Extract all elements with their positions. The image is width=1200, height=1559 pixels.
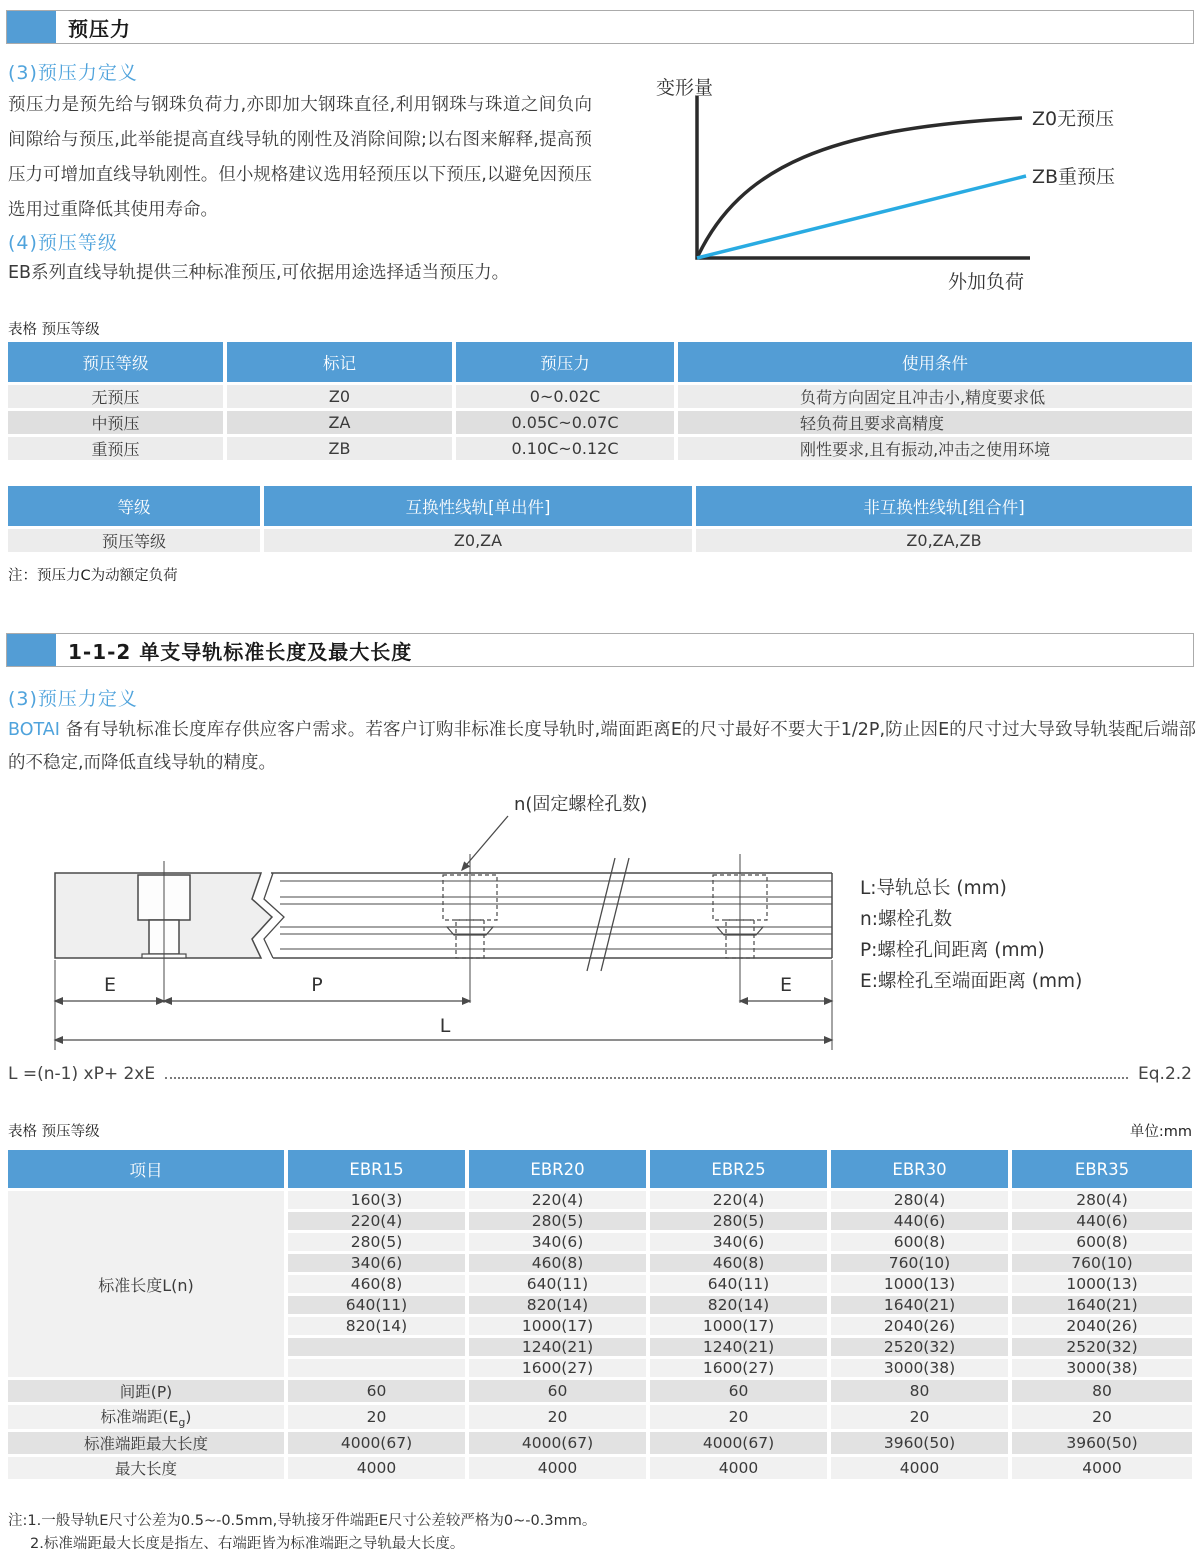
- column-header: EBR20: [469, 1150, 650, 1188]
- table-cell: 1000(13): [831, 1272, 1012, 1293]
- table-cell: 600(8): [1012, 1230, 1192, 1251]
- table-cell: 1640(21): [831, 1293, 1012, 1314]
- paragraph-preload-definition: 预压力是预先给与钢珠负荷力,亦即加大钢珠直径,利用钢珠与珠道之间负向间隙给与预压,此举能提高直线导轨的刚性及消除间隙;以右图来解释,提高预压力可增加直线导轨刚性。但小规格建议选用轻预压以下预压,以避免因预压选用过重降低其使用寿命。: [8, 95, 592, 220]
- table-cell: 280(5): [288, 1230, 469, 1251]
- dim-label-e-left: E: [103, 974, 117, 996]
- table-cell: 60: [288, 1377, 469, 1402]
- column-header: 互换性线轨[单出件]: [264, 486, 696, 526]
- table-cell: 340(6): [469, 1230, 650, 1251]
- table-cell: 4000: [650, 1454, 831, 1479]
- table-cell: 1640(21): [1012, 1293, 1192, 1314]
- column-header: EBR30: [831, 1150, 1012, 1188]
- table-cell: 重预压: [8, 434, 227, 460]
- table-cell: 0~0.02C: [456, 382, 678, 408]
- table-cell: 2040(26): [831, 1314, 1012, 1335]
- table-cell: 1240(21): [650, 1335, 831, 1356]
- legend-line-l: L:导轨总长 (mm): [860, 878, 1007, 899]
- table-cell: ZA: [227, 408, 456, 434]
- heading-preload-grade: (4)预压等级: [8, 232, 118, 254]
- column-header: EBR25: [650, 1150, 831, 1188]
- legend-line-p: P:螺栓孔间距离 (mm): [860, 940, 1045, 961]
- table-cell: 3960(50): [1012, 1429, 1192, 1454]
- footnote-2: 2.标准端距最大长度是指左、右端距皆为标准端距之导轨最大长度。: [30, 1536, 465, 1552]
- table-cell: 无预压: [8, 382, 227, 408]
- table-cell: 4000: [831, 1454, 1012, 1479]
- table-cell: 280(5): [469, 1209, 650, 1230]
- paragraph-preload-grade: EB系列直线导轨提供三种标准预压,可依据用途选择适当预压力。: [8, 263, 510, 283]
- column-header: EBR15: [288, 1150, 469, 1188]
- table-cell: 20: [469, 1402, 650, 1429]
- brand-name: BOTAI: [8, 720, 60, 740]
- heading-preload-definition: (3)预压力定义: [8, 62, 138, 84]
- footnotes: [8, 1510, 1192, 1556]
- table-cell: 4000: [469, 1454, 650, 1479]
- section1-title: 预压力: [68, 16, 131, 41]
- rail-profile-lines: [280, 881, 832, 949]
- table-cell: 3000(38): [831, 1356, 1012, 1377]
- table-cell: [288, 1335, 469, 1356]
- table-cell: 760(10): [1012, 1251, 1192, 1272]
- chart-series-label-zb: ZB重预压: [1032, 166, 1116, 188]
- column-header: 预压力: [456, 342, 678, 382]
- table-cell: Z0: [227, 382, 456, 408]
- chart-x-axis-label: 外加负荷: [948, 271, 1025, 293]
- table-cell: 负荷方向固定且冲击小,精度要求低: [678, 382, 1192, 408]
- column-header: 预压等级: [8, 342, 227, 382]
- table-cell: ZB: [227, 434, 456, 460]
- table-cell: 20: [288, 1402, 469, 1429]
- table-cell: 20: [650, 1402, 831, 1429]
- table-cell: 460(8): [469, 1251, 650, 1272]
- table-cell: 640(11): [288, 1293, 469, 1314]
- table-cell: 4000(67): [650, 1429, 831, 1454]
- table-cell: 280(4): [831, 1188, 1012, 1209]
- table-cell: 280(5): [650, 1209, 831, 1230]
- table3-unit: 单位:mm: [1129, 1124, 1192, 1140]
- rail-break-marks: [587, 858, 629, 971]
- table-cell: 2040(26): [1012, 1314, 1192, 1335]
- row-label-part: g: [178, 1416, 186, 1430]
- table-cell: 1240(21): [469, 1335, 650, 1356]
- table-cell: 1000(17): [469, 1314, 650, 1335]
- table2-note: 注：预压力C为动额定负荷: [8, 568, 178, 584]
- table-cell: 600(8): [831, 1230, 1012, 1251]
- table-cell: 160(3): [288, 1188, 469, 1209]
- table-cell: 460(8): [650, 1251, 831, 1272]
- legend-line-n: n:螺栓孔数: [860, 909, 952, 930]
- diagram-legend: [860, 878, 1082, 992]
- table-cell: 0.10C~0.12C: [456, 434, 678, 460]
- paragraph-rail-length: [8, 714, 1196, 779]
- preload-deformation-chart: [640, 66, 1200, 311]
- column-header: EBR35: [1012, 1150, 1192, 1188]
- table-cell: 60: [650, 1377, 831, 1402]
- table-cell: 20: [1012, 1402, 1192, 1429]
- table3-body: [8, 1188, 1192, 1479]
- row-label: 间距(P): [8, 1377, 288, 1402]
- table-cell: 刚性要求,且有振动,冲击之使用环境: [678, 434, 1192, 460]
- table-cell: 220(4): [650, 1188, 831, 1209]
- rail-dimension-diagram: [30, 788, 1180, 1060]
- dotted-leader: [165, 1069, 1128, 1079]
- table-cell: 220(4): [469, 1188, 650, 1209]
- chart-line-zb: [697, 176, 1026, 258]
- table2-body: [8, 526, 1192, 552]
- row-label: 最大长度: [8, 1454, 288, 1479]
- preload-grade-table: [8, 342, 1192, 460]
- table-cell: 4000: [1012, 1454, 1192, 1479]
- section1-title-bar: [6, 10, 1194, 44]
- table3-caption-row: [8, 1120, 1192, 1141]
- table-cell: 3960(50): [831, 1429, 1012, 1454]
- dim-label-l: L: [439, 1015, 451, 1037]
- blue-square-marker: [7, 634, 56, 666]
- table-cell: 80: [831, 1377, 1012, 1402]
- footnote-1: 注:1.一般导轨E尺寸公差为0.5~-0.5mm,导轨接牙件端距E尺寸公差较严格为0~-0.3mm。: [8, 1513, 597, 1529]
- dim-label-e-right: E: [779, 974, 793, 996]
- table-cell: 340(6): [650, 1230, 831, 1251]
- table-cell: 20: [831, 1402, 1012, 1429]
- table-cell: 预压等级: [8, 526, 264, 552]
- table-cell: [288, 1356, 469, 1377]
- interchangeability-table: [8, 486, 1192, 552]
- table-cell: 460(8): [288, 1272, 469, 1293]
- column-header: 等级: [8, 486, 264, 526]
- column-header: 非互换性线轨[组合件]: [696, 486, 1192, 526]
- table-cell: 1600(27): [469, 1356, 650, 1377]
- bolt-count-callout: n(固定螺栓孔数): [514, 794, 648, 815]
- chart-series-label-z0: Z0无预压: [1032, 108, 1115, 130]
- column-header: 使用条件: [678, 342, 1192, 382]
- table-cell: 1600(27): [650, 1356, 831, 1377]
- row-label-part: ): [185, 1408, 192, 1426]
- row-label: 标准端距最大长度: [8, 1429, 288, 1454]
- callout-arrow: [462, 816, 508, 870]
- equation-formula: L =(n-1) xP+ 2xE: [8, 1064, 156, 1084]
- equation-tag: Eq.2.2: [1138, 1064, 1192, 1084]
- heading-rail-length: (3)预压力定义: [8, 688, 138, 710]
- blue-square-marker: [7, 11, 56, 43]
- table-cell: 340(6): [288, 1251, 469, 1272]
- table-cell: 280(4): [1012, 1188, 1192, 1209]
- table-cell: 60: [469, 1377, 650, 1402]
- table-cell: 220(4): [288, 1209, 469, 1230]
- table-cell: 轻负荷且要求高精度: [678, 408, 1192, 434]
- table-cell: 820(14): [469, 1293, 650, 1314]
- table1-body: [8, 382, 1192, 460]
- paragraph-rail-length-text: 备有导轨标准长度库存供应客户需求。若客户订购非标准长度导轨时,端面距离E的尺寸最好不要大于1/2P,防止因E的尺寸过大导致导轨装配后端部的不稳定,而降低直线导轨的精度。: [8, 720, 1196, 773]
- table-cell: 0.05C~0.07C: [456, 408, 678, 434]
- table-cell: 1000(13): [1012, 1272, 1192, 1293]
- table-cell: 820(14): [288, 1314, 469, 1335]
- table-cell: 440(6): [1012, 1209, 1192, 1230]
- table-cell: 820(14): [650, 1293, 831, 1314]
- table-cell: 640(11): [650, 1272, 831, 1293]
- standard-length-table: [8, 1150, 1192, 1479]
- section2-title-bar: [6, 633, 1194, 667]
- column-header: 项目: [8, 1150, 288, 1188]
- table-cell: 2520(32): [831, 1335, 1012, 1356]
- column-header: 标记: [227, 342, 456, 382]
- length-equation-row: [8, 1064, 1192, 1084]
- dim-label-p: P: [311, 974, 323, 996]
- row-group-label: 标准长度L(n): [8, 1188, 288, 1377]
- table-cell: 4000: [288, 1454, 469, 1479]
- table-cell: 1000(17): [650, 1314, 831, 1335]
- table-cell: 2520(32): [1012, 1335, 1192, 1356]
- table-cell: 640(11): [469, 1272, 650, 1293]
- table3-caption: 表格 预压等级: [8, 1124, 100, 1140]
- table-cell: 4000(67): [469, 1429, 650, 1454]
- row-label-part: 标准端距(E: [100, 1408, 179, 1426]
- chart-y-axis-label: 变形量: [656, 77, 714, 99]
- table-cell: 4000(67): [288, 1429, 469, 1454]
- table-cell: 440(6): [831, 1209, 1012, 1230]
- table-cell: 80: [1012, 1377, 1192, 1402]
- table-cell: 3000(38): [1012, 1356, 1192, 1377]
- table1-caption: 表格 预压等级: [8, 322, 100, 338]
- section2-title: 1-1-2 单支导轨标准长度及最大长度: [68, 639, 413, 664]
- table-cell: Z0,ZA,ZB: [696, 526, 1192, 552]
- row-label: [8, 1402, 288, 1429]
- table-cell: 中预压: [8, 408, 227, 434]
- legend-line-e: E:螺栓孔至端面距离 (mm): [860, 971, 1083, 992]
- table-cell: 760(10): [831, 1251, 1012, 1272]
- table-cell: Z0,ZA: [264, 526, 696, 552]
